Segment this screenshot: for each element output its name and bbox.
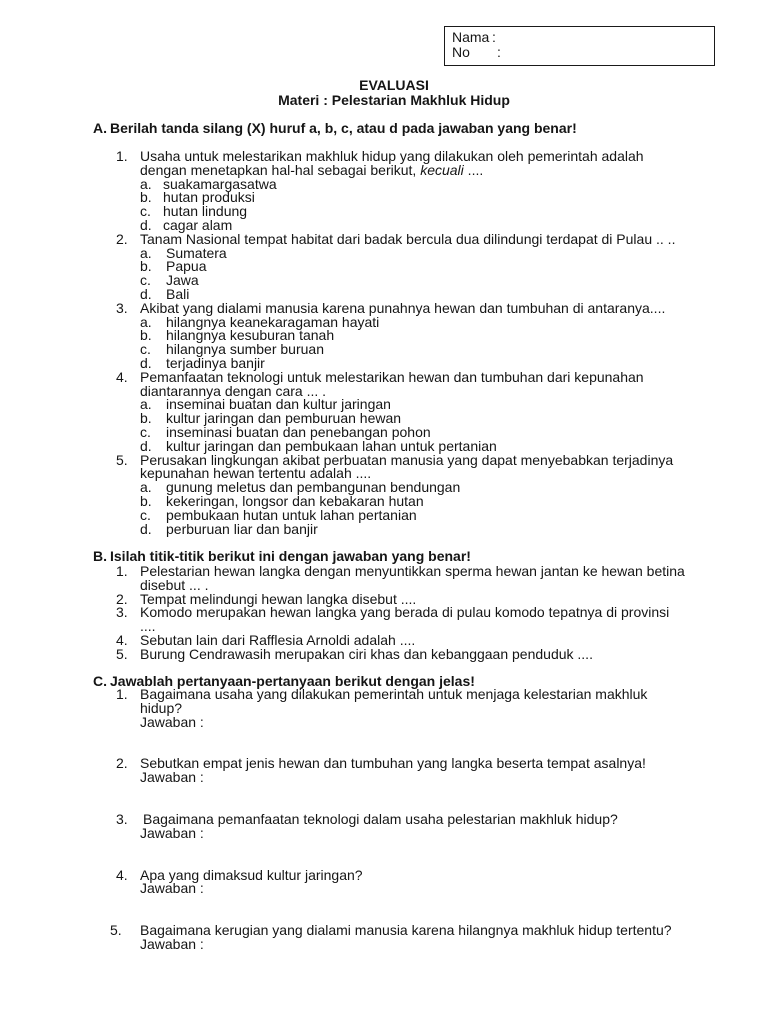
question-item [116, 604, 685, 635]
option-text: perburuan liar dan banjir [166, 520, 318, 537]
question-item [116, 451, 675, 537]
question-item [116, 810, 672, 841]
option-text: kekeringan, longsor dan kebakaran hutan [166, 492, 424, 509]
option-text: inseminasi buatan dan penebangan pohon [166, 423, 431, 440]
option-text: Papua [166, 258, 207, 275]
question-number: 2. [116, 590, 128, 607]
option-text: inseminai buatan dan kultur jaringan [166, 396, 391, 413]
section-instruction: Isilah titik-titik berikut ini dengan jawaban yang benar! [110, 548, 471, 564]
section-b-question-list [116, 563, 685, 662]
option-text: terjadinya banjir [166, 354, 265, 371]
option-letter: c. [140, 506, 151, 523]
question-number: 5. [110, 922, 122, 939]
section-c-question-list [110, 686, 672, 980]
question-number: 4. [116, 368, 128, 385]
option-letter: b. [140, 258, 152, 275]
question-item [116, 230, 676, 302]
number-label: No [452, 44, 470, 60]
document-title: EVALUASI [359, 77, 429, 93]
question-text-line: Apa yang dimaksud kultur jaringan? [140, 866, 363, 883]
option-letter: b. [140, 410, 152, 427]
question-number: 1. [116, 563, 128, 579]
answer-option [140, 244, 675, 261]
option-text: Bali [166, 285, 190, 302]
question-text-line: Pelestarian hewan langka dengan menyuntikkan sperma hewan jantan ke hewan betina [140, 563, 685, 579]
question-number: 4. [116, 866, 128, 883]
question-text-line: hidup? [140, 699, 183, 716]
question-text-line: disebut ... . [140, 576, 209, 593]
question-item [116, 686, 672, 730]
option-letter: d. [140, 520, 152, 537]
option-text: Sumatera [166, 244, 227, 261]
option-text: hilangnya keanekaragaman hayati [166, 313, 380, 330]
option-letter: b. [140, 492, 152, 509]
option-letter: c. [140, 423, 151, 440]
question-item [110, 922, 672, 952]
answer-option [140, 274, 675, 288]
question-item [116, 563, 685, 593]
question-text-line: Bagaimana usaha yang dilakukan pemerintah untuk menjaga kelestarian makhluk [140, 686, 648, 702]
question-number: 1. [116, 148, 128, 164]
question-text-line: Perusakan lingkungan akibat perbuatan manusia yang dapat menyebabkan terjadinya [140, 451, 674, 468]
option-text: suakamargasatwa [163, 175, 277, 192]
question-text-line: Burung Cendrawasih merupakan ciri khas dan kebanggaan penduduk .... [140, 645, 593, 662]
option-text: hilangnya sumber buruan [166, 341, 324, 358]
question-text-line: Bagaimana kerugian yang dialami manusia karena hilangnya makhluk hidup tertentu? [140, 922, 672, 939]
question-number: 5. [116, 451, 128, 468]
question-text-line: kepunahan hewan tertentu adalah .... [140, 465, 372, 482]
answer-label: Jawaban : [140, 824, 204, 841]
question-number: 1. [116, 686, 128, 702]
question-text-suffix: .... [463, 161, 484, 178]
section-b-heading [93, 549, 471, 563]
answer-option [140, 520, 675, 537]
option-letter: c. [140, 203, 151, 220]
answer-label: Jawaban : [140, 769, 204, 786]
answer-label: Jawaban : [140, 713, 204, 730]
option-text: hilangnya kesuburan tanah [166, 327, 335, 344]
section-a-question-list [116, 148, 676, 537]
question-number: 3. [116, 810, 128, 827]
name-label: Nama [452, 29, 490, 45]
question-number: 3. [116, 299, 128, 316]
question-number: 5. [116, 645, 128, 662]
question-item [116, 755, 672, 786]
question-number: 2. [116, 230, 128, 247]
option-letter: d. [140, 354, 152, 371]
answer-option [140, 260, 675, 274]
question-item [116, 148, 675, 233]
question-emphasis: kecuali [420, 161, 464, 178]
option-letter: a. [140, 175, 152, 192]
question-text-line: Usaha untuk melestarikan makhluk hidup yang dilakukan oleh pemerintah adalah [140, 148, 644, 164]
option-letter: b. [140, 189, 152, 206]
option-letter: d. [140, 285, 152, 302]
answer-label: Jawaban : [140, 880, 204, 897]
option-text: gunung meletus dan pembangunan bendungan [166, 479, 461, 496]
section-a-heading [93, 121, 577, 135]
question-item [116, 368, 675, 454]
option-letter: c. [140, 272, 151, 289]
question-text-line: Sebutan lain dari Rafflesia Arnoldi adalah .... [140, 631, 416, 648]
question-item [116, 645, 685, 662]
question-text-line: diantarannya dengan cara ... . [140, 382, 327, 399]
option-text: kultur jaringan dan pembukaan lahan untuk pertanian [166, 437, 497, 454]
option-text: hutan lindung [163, 203, 248, 220]
option-letter: a. [140, 479, 152, 496]
option-letter: a. [140, 313, 152, 330]
answer-label: Jawaban : [140, 935, 204, 952]
document-header [194, 78, 594, 108]
option-text: kultur jaringan dan pemburuan hewan [166, 410, 402, 427]
question-number: 3. [116, 604, 128, 621]
section-letter: B. [93, 548, 107, 564]
option-text: pembukaan hutan untuk lahan pertanian [166, 506, 417, 523]
question-text-line: Bagaimana pemanfaatan teknologi dalam usaha pelestarian makhluk hidup? [143, 810, 618, 827]
question-text-line: Pemanfaatan teknologi untuk melestarikan hewan dan tumbuhan dari kepunahan [140, 368, 644, 385]
question-item [116, 299, 675, 371]
document-subtitle: Materi : Pelestarian Makhluk Hidup [278, 92, 510, 108]
option-letter: c. [140, 341, 151, 358]
question-text-line: Tanam Nasional tempat habitat dari badak bercula dua dilindungi terdapat di Pulau .. .. [140, 230, 676, 247]
question-text-segment: dengan menetapkan hal-hal sebagai berikut, [140, 161, 421, 178]
question-text-line: Akibat yang dialami manusia karena punahnya hewan dan tumbuhan di antaranya.... [140, 299, 666, 316]
section-letter: C. [93, 673, 107, 689]
number-separator: : [497, 44, 501, 60]
section-instruction: Berilah tanda silang (X) huruf a, b, c, atau d pada jawaban yang benar! [110, 120, 577, 136]
question-number: 2. [116, 755, 128, 772]
option-letter: d. [140, 216, 152, 233]
question-number: 4. [116, 631, 128, 648]
option-letter: b. [140, 327, 152, 344]
option-letter: d. [140, 437, 152, 454]
question-text-line: .... [140, 618, 156, 635]
name-separator: : [492, 29, 496, 45]
option-text: cagar alam [163, 216, 233, 233]
option-letter: a. [140, 244, 152, 261]
question-item [116, 866, 672, 897]
question-text-line: Komodo merupakan hewan langka yang berada di pulau komodo tepatnya di provinsi [140, 604, 670, 621]
option-text: hutan produksi [163, 189, 255, 206]
identity-box [444, 26, 715, 66]
question-text-line: Tempat melindungi hewan langka disebut .... [140, 590, 417, 607]
question-text-line: Sebutkan empat jenis hewan dan tumbuhan yang langka beserta tempat asalnya! [140, 755, 646, 772]
option-text: Jawa [166, 272, 199, 289]
section-instruction: Jawablah pertanyaan-pertanyaan berikut dengan jelas! [110, 673, 475, 689]
section-letter: A. [93, 120, 107, 136]
option-letter: a. [140, 396, 152, 413]
